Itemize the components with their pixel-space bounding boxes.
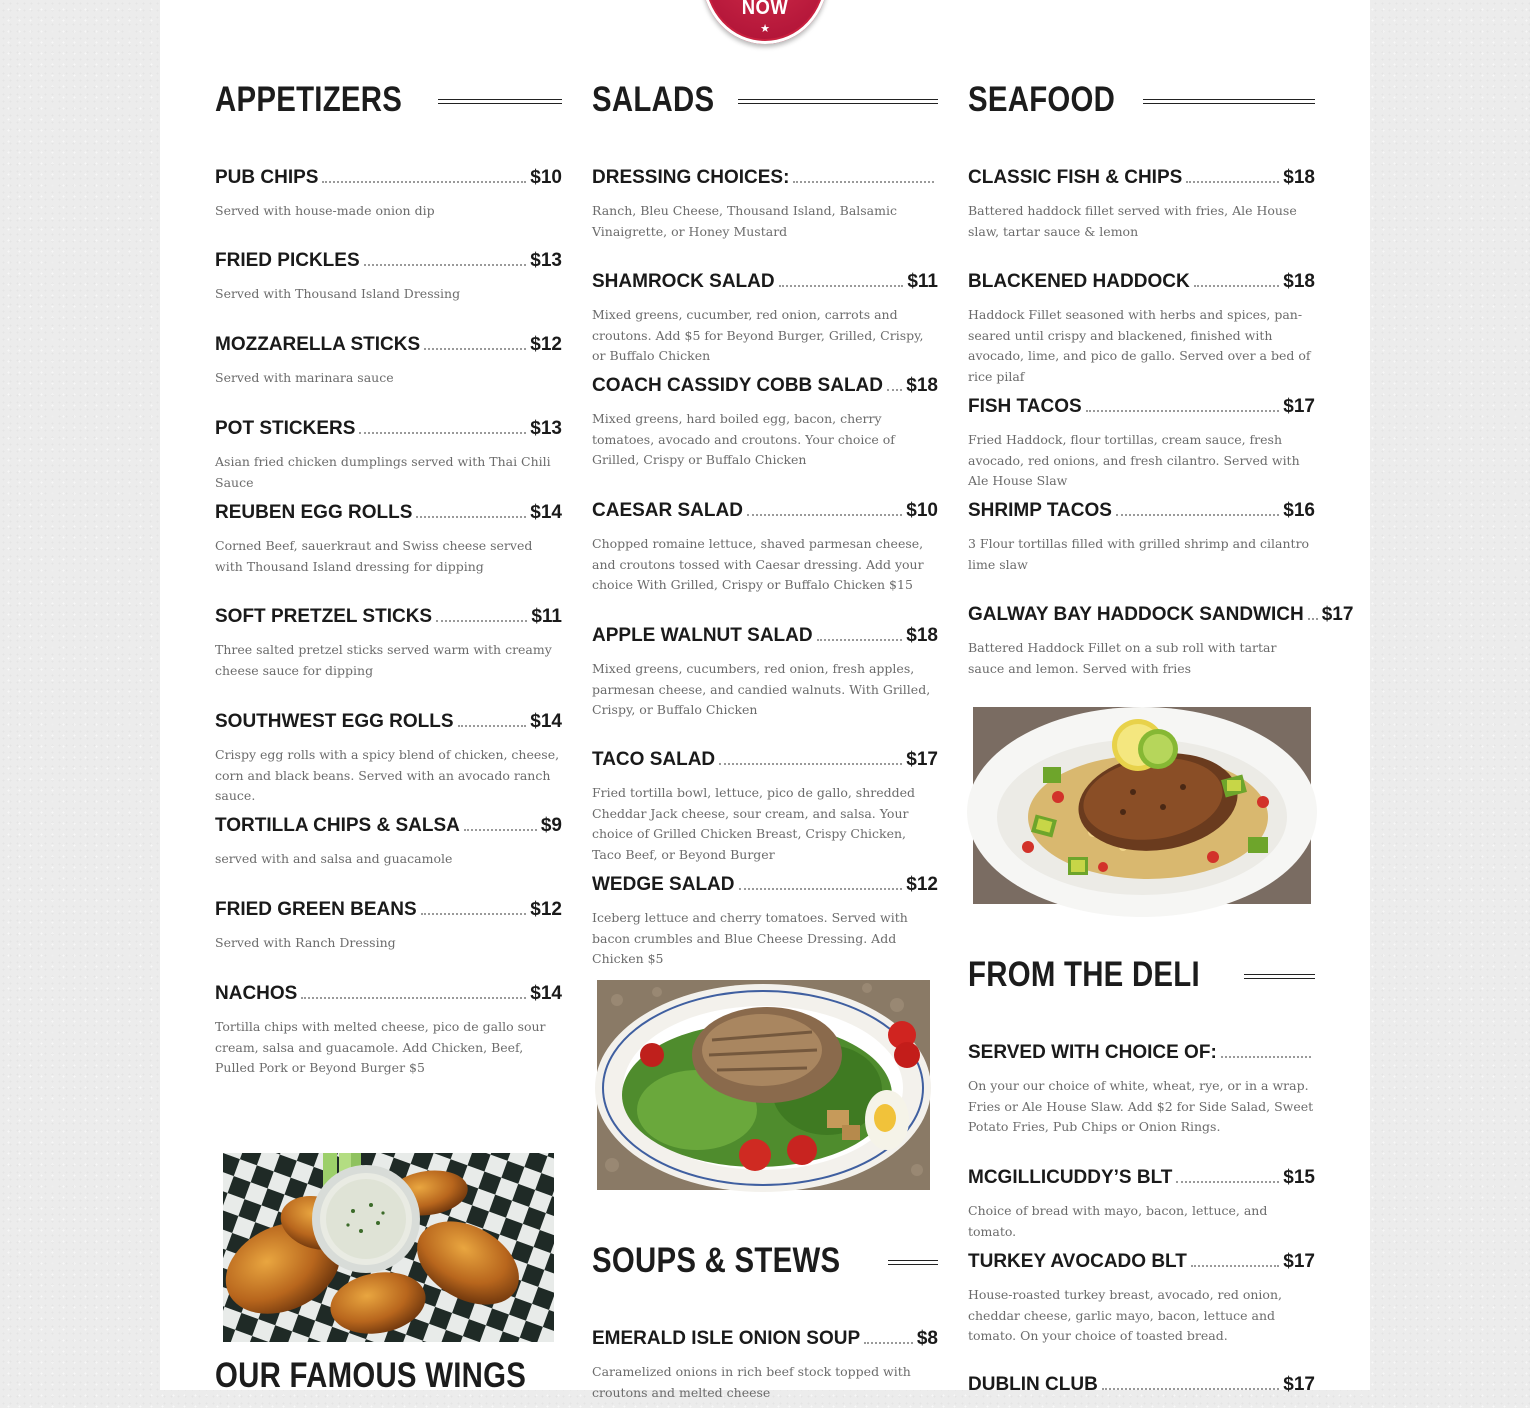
dot-leader <box>887 389 902 391</box>
section-divider <box>438 99 562 104</box>
item-name: SOUTHWEST EGG ROLLS <box>215 711 454 732</box>
dot-leader <box>301 997 526 999</box>
menu-item[interactable] <box>592 623 938 721</box>
dot-leader <box>1221 1056 1311 1058</box>
salad-photo <box>597 980 930 1190</box>
dot-leader <box>739 888 903 890</box>
dot-leader <box>817 639 903 641</box>
deli-header <box>968 955 1315 995</box>
menu-item[interactable] <box>968 498 1315 575</box>
item-price: $10 <box>906 500 938 521</box>
item-description: Corned Beef, sauerkraut and Swiss cheese served with Thousand Island dressing for dipping <box>215 538 533 574</box>
item-name: SOFT PRETZEL STICKS <box>215 606 433 627</box>
dot-leader <box>864 1342 913 1344</box>
item-price: $12 <box>530 899 562 920</box>
item-description: Asian fried chicken dumplings served with Thai Chili Sauce <box>215 454 551 490</box>
menu-item[interactable] <box>968 602 1354 679</box>
section-divider <box>888 1260 938 1265</box>
item-name: FRIED GREEN BEANS <box>215 899 417 920</box>
item-price: $9 <box>540 815 562 836</box>
item-price: $10 <box>530 167 562 188</box>
dot-leader <box>424 348 526 350</box>
item-description: Caramelized onions in rich beef stock topped with croutons and melted cheese <box>592 1364 911 1400</box>
item-name: WEDGE SALAD <box>592 874 735 895</box>
item-price: $12 <box>530 334 562 355</box>
item-name: MCGILLICUDDY’S BLT <box>968 1167 1173 1188</box>
section-title-soups: SOUPS & STEWS <box>592 1241 841 1280</box>
dot-leader <box>359 432 526 434</box>
menu-item[interactable] <box>215 416 562 493</box>
item-price: $14 <box>530 711 562 732</box>
item-price: $11 <box>907 271 938 292</box>
wings-header <box>215 1356 562 1396</box>
section-title-salads: SALADS <box>592 80 715 119</box>
menu-item[interactable] <box>215 332 562 389</box>
item-price: $17 <box>1283 1374 1315 1395</box>
item-name: MOZZARELLA STICKS <box>215 334 421 355</box>
menu-item[interactable] <box>968 165 1315 242</box>
menu-item[interactable] <box>215 604 562 681</box>
menu-item[interactable] <box>592 872 938 970</box>
dot-leader <box>364 264 527 266</box>
dot-leader <box>1086 410 1280 412</box>
badge-label: NOW <box>741 0 789 19</box>
item-description: Haddock Fillet seasoned with herbs and spices, pan-seared until crispy and blackened, finished with avocado, lime, and pico de gallo. Served over a bed of rice pilaf <box>968 307 1311 384</box>
item-description: Mixed greens, cucumber, red onion, carrots and croutons. Add $5 for Beyond Burger, Grilled, Crispy, or Buffalo Chicken <box>592 307 924 363</box>
section-title-seafood: SEAFOOD <box>968 80 1116 119</box>
item-name: FISH TACOS <box>968 396 1082 417</box>
section-title-wings: OUR FAMOUS WINGS <box>215 1356 527 1395</box>
item-description: Served with Thousand Island Dressing <box>215 286 461 301</box>
item-name: CAESAR SALAD <box>592 500 743 521</box>
item-price: $14 <box>530 983 562 1004</box>
item-description: Mixed greens, hard boiled egg, bacon, cherry tomatoes, avocado and croutons. Your choice of Grilled, Crispy or Buffalo Chicken <box>592 411 895 467</box>
dot-leader <box>322 181 526 183</box>
dot-leader <box>458 725 527 727</box>
menu-item[interactable] <box>592 165 938 242</box>
menu-item[interactable] <box>592 269 938 367</box>
item-name: FRIED PICKLES <box>215 250 360 271</box>
item-description: Mixed greens, cucumbers, red onion, fresh apples, parmesan cheese, and candied walnuts. With Grilled, Crispy, or Buffalo Chicken <box>592 661 931 717</box>
menu-item[interactable] <box>592 498 938 596</box>
seafood-header <box>968 80 1315 120</box>
item-price: $18 <box>1283 167 1315 188</box>
item-name: TORTILLA CHIPS & SALSA <box>215 815 460 836</box>
menu-item[interactable] <box>968 394 1315 492</box>
item-description: served with and salsa and guacamole <box>215 851 453 866</box>
item-price: $18 <box>1283 271 1315 292</box>
dot-leader <box>1191 1265 1279 1267</box>
item-description: Choice of bread with mayo, bacon, lettuce, and tomato. <box>968 1203 1268 1239</box>
menu-item[interactable] <box>592 373 938 471</box>
menu-item[interactable] <box>215 165 562 222</box>
menu-item[interactable] <box>215 500 562 577</box>
dot-leader <box>779 285 904 287</box>
item-price: $8 <box>916 1328 938 1349</box>
menu-item[interactable] <box>215 981 562 1079</box>
item-name: DUBLIN CLUB <box>968 1374 1098 1395</box>
item-name: POT STICKERS <box>215 418 356 439</box>
menu-item[interactable] <box>215 709 562 807</box>
item-description: Tortilla chips with melted cheese, pico de gallo sour cream, salsa and guacamole. Add Chicken, Beef, Pulled Pork or Beyond Burger $5 <box>215 1019 546 1075</box>
dot-leader <box>436 620 527 622</box>
section-title-appetizers: APPETIZERS <box>215 80 403 119</box>
item-name: SHAMROCK SALAD <box>592 271 775 292</box>
item-price: $16 <box>1283 500 1315 521</box>
appetizers-header <box>215 80 562 120</box>
item-price: $17 <box>1283 396 1315 417</box>
item-price: $14 <box>530 502 562 523</box>
dot-leader <box>416 516 526 518</box>
item-name: APPLE WALNUT SALAD <box>592 625 813 646</box>
item-name: CLASSIC FISH & CHIPS <box>968 167 1183 188</box>
soups-header <box>592 1241 938 1281</box>
dot-leader <box>464 829 537 831</box>
item-description: Three salted pretzel sticks served warm with creamy cheese sauce for dipping <box>215 642 552 678</box>
item-price: $17 <box>1283 1251 1315 1272</box>
haddock-photo <box>973 707 1311 904</box>
menu-item[interactable] <box>592 1326 938 1403</box>
item-price: $11 <box>531 606 562 627</box>
dot-leader <box>1194 285 1280 287</box>
menu-item[interactable] <box>215 248 562 305</box>
item-description: Fried tortilla bowl, lettuce, pico de gallo, shredded Cheddar Jack cheese, sour cream, and salsa. Your choice of Grilled Chicken Breast, Crispy Chicken, Taco Beef, or Beyond Burger <box>592 785 916 862</box>
item-name: GALWAY BAY HADDOCK SANDWICH <box>968 604 1304 625</box>
item-description: House-roasted turkey breast, avocado, red onion, cheddar cheese, garlic mayo, bacon, lettuce and tomato. On your choice of toasted bread. <box>968 1287 1282 1343</box>
item-description: On your our choice of white, wheat, rye, or in a wrap. Fries or Ale House Slaw. Add $2 for Side Salad, Sweet Potato Fries, Pub Chips or Onion Rings. <box>968 1078 1314 1134</box>
section-divider <box>1143 99 1315 104</box>
dot-leader <box>1308 618 1318 620</box>
section-title-deli: FROM THE DELI <box>968 955 1200 994</box>
item-name: COACH CASSIDY COBB SALAD <box>592 375 884 396</box>
item-name: PUB CHIPS <box>215 167 319 188</box>
item-price: $18 <box>906 375 938 396</box>
item-name: REUBEN EGG ROLLS <box>215 502 413 523</box>
item-price: $13 <box>530 418 562 439</box>
item-description: 3 Flour tortillas filled with grilled shrimp and cilantro lime slaw <box>968 536 1310 572</box>
item-description: Iceberg lettuce and cherry tomatoes. Served with bacon crumbles and Blue Cheese Dressing. Add Chicken $5 <box>592 910 908 966</box>
item-price: $17 <box>906 749 938 770</box>
item-name: SHRIMP TACOS <box>968 500 1112 521</box>
item-description: Served with Ranch Dressing <box>215 935 396 950</box>
section-divider <box>1244 974 1315 979</box>
item-price: $18 <box>906 625 938 646</box>
item-price: $12 <box>906 874 938 895</box>
dot-leader <box>421 913 527 915</box>
item-name: SERVED WITH CHOICE OF: <box>968 1042 1217 1063</box>
dot-leader <box>793 181 934 183</box>
menu-item[interactable] <box>968 1249 1315 1347</box>
item-name: TURKEY AVOCADO BLT <box>968 1251 1187 1272</box>
item-price: $13 <box>530 250 562 271</box>
menu-item[interactable] <box>215 813 562 870</box>
star-icon: ★ <box>760 22 770 35</box>
item-description: Fried Haddock, flour tortillas, cream sauce, fresh avocado, red onions, and fresh cilantro. Served with Ale House Slaw <box>968 432 1300 488</box>
menu-item[interactable] <box>968 1040 1315 1138</box>
salads-header <box>592 80 938 120</box>
menu-item[interactable] <box>968 1372 1315 1408</box>
dot-leader <box>747 514 902 516</box>
item-price: $15 <box>1283 1167 1315 1188</box>
item-name: DRESSING CHOICES: <box>592 167 790 188</box>
wings-photo <box>223 1153 554 1342</box>
item-description: Battered Haddock Fillet on a sub roll with tartar sauce and lemon. Served with fries <box>968 640 1277 676</box>
item-description: Battered haddock fillet served with fries, Ale House slaw, tartar sauce & lemon <box>968 203 1297 239</box>
item-name: BLACKENED HADDOCK <box>968 271 1190 292</box>
item-name: EMERALD ISLE ONION SOUP <box>592 1328 861 1349</box>
menu-item[interactable] <box>592 747 938 865</box>
dot-leader <box>1116 514 1279 516</box>
item-description: Ranch, Bleu Cheese, Thousand Island, Balsamic Vinaigrette, or Honey Mustard <box>592 203 897 239</box>
item-name: NACHOS <box>215 983 298 1004</box>
menu-item[interactable] <box>215 897 562 954</box>
menu-item[interactable] <box>968 269 1315 387</box>
dot-leader <box>719 763 902 765</box>
menu-item[interactable] <box>968 1165 1315 1242</box>
item-price: $17 <box>1321 604 1354 625</box>
item-description: Chopped romaine lettuce, shaved parmesan cheese, and croutons tossed with Caesar dressing. Add your choice With Grilled, Crispy or Buffalo Chicken $15 <box>592 536 924 592</box>
item-description: Served with marinara sauce <box>215 370 394 385</box>
item-description: Served with house-made onion dip <box>215 203 435 218</box>
dot-leader <box>1186 181 1279 183</box>
item-name: TACO SALAD <box>592 749 716 770</box>
section-divider <box>738 99 938 104</box>
item-description: Crispy egg rolls with a spicy blend of chicken, cheese, corn and black beans. Served with an avocado ranch sauce. <box>215 747 560 803</box>
dot-leader <box>1176 1181 1279 1183</box>
dot-leader <box>1102 1388 1279 1390</box>
